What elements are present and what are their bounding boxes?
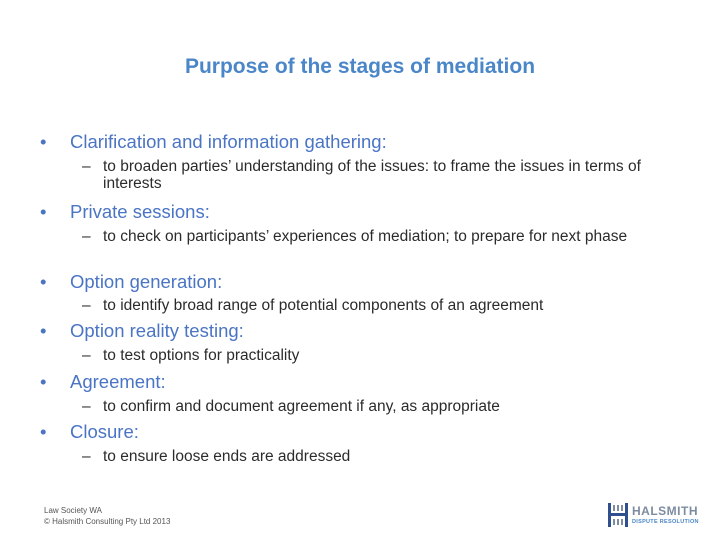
item-detail: to identify broad range of potential components of an agreement	[103, 297, 544, 314]
item-detail: to ensure loose ends are addressed	[103, 448, 351, 465]
item-heading: Clarification and information gathering:	[70, 131, 387, 152]
item-heading: Option reality testing:	[70, 320, 244, 341]
item-detail: to check on participants’ experiences of mediation; to prepare for next phase	[103, 228, 628, 245]
footer	[44, 505, 170, 527]
list-item-detail	[82, 448, 682, 465]
dash-icon: –	[82, 297, 91, 314]
footer-copyright: © Halsmith Consulting Pty Ltd 2013	[44, 517, 171, 526]
dash-icon: –	[82, 398, 91, 415]
item-heading: Agreement:	[70, 371, 166, 392]
list-item-detail	[82, 228, 682, 245]
list-item-detail	[82, 158, 682, 192]
bullet-icon: •	[40, 371, 47, 392]
list-item-detail	[82, 347, 682, 364]
footer-line-1: Law Society WA	[44, 506, 102, 515]
bullet-icon: •	[40, 320, 47, 341]
bullet-icon: •	[40, 131, 47, 152]
item-heading: Closure:	[70, 421, 139, 442]
logo-mark-icon	[606, 500, 630, 530]
item-heading: Private sessions:	[70, 201, 210, 222]
logo-tagline: DISPUTE RESOLUTION	[632, 519, 699, 525]
item-detail: to test options for practicality	[103, 347, 300, 364]
list-item-detail	[82, 398, 682, 415]
dash-icon: –	[82, 158, 91, 175]
dash-icon: –	[82, 347, 91, 364]
bullet-icon: •	[40, 271, 47, 292]
bullet-icon: •	[40, 421, 47, 442]
item-detail: to broaden parties’ understanding of the issues: to frame the issues in terms of interests	[103, 158, 641, 192]
halsmith-logo	[606, 500, 698, 530]
slide-title: Purpose of the stages of mediation	[184, 55, 536, 78]
list-item-detail	[82, 297, 682, 314]
bullet-icon: •	[40, 201, 47, 222]
dash-icon: –	[82, 228, 91, 245]
logo-name: HALSMITH	[632, 504, 698, 518]
item-detail: to confirm and document agreement if any, as appropriate	[103, 398, 500, 415]
item-heading: Option generation:	[70, 271, 223, 292]
dash-icon: –	[82, 448, 91, 465]
